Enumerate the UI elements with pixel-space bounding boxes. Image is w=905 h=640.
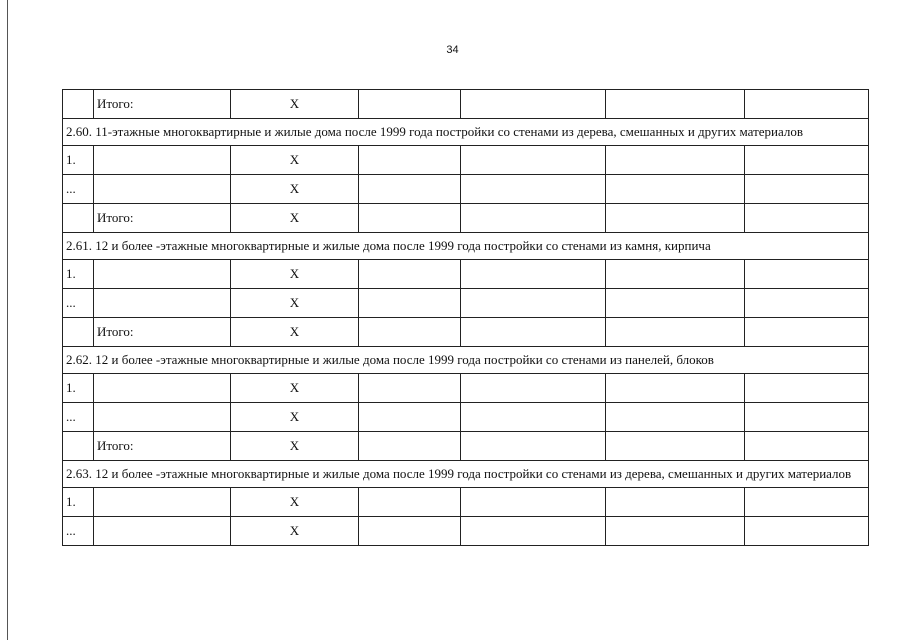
table-row [63,175,869,204]
empty-cell [745,146,869,175]
empty-cell [461,204,606,233]
row-label-cell [94,260,231,289]
empty-cell [606,318,745,347]
empty-cell [359,318,461,347]
empty-cell [359,374,461,403]
empty-cell [359,204,461,233]
empty-cell [745,374,869,403]
empty-cell [745,260,869,289]
empty-cell [359,517,461,546]
empty-cell [461,517,606,546]
table-row [63,260,869,289]
row-number-cell: 1. [63,146,94,175]
empty-cell [745,488,869,517]
empty-cell [359,90,461,119]
section-header-row [63,347,869,374]
empty-cell [461,432,606,461]
section-header-row [63,461,869,488]
row-number-cell: ... [63,175,94,204]
empty-cell [745,403,869,432]
row-number-cell: 1. [63,260,94,289]
empty-cell [606,517,745,546]
table-row [63,517,869,546]
table-row [63,488,869,517]
empty-cell [461,260,606,289]
empty-cell [461,318,606,347]
empty-cell [745,289,869,318]
table-row [63,432,869,461]
table-row [63,204,869,233]
row-number-cell [63,204,94,233]
empty-cell [606,374,745,403]
section-title: 2.62. 12 и более -этажные многоквартирные и жилые дома после 1999 года постройки со стенами из панелей, блоков [63,347,869,374]
empty-cell [461,488,606,517]
empty-cell [606,488,745,517]
row-number-cell [63,90,94,119]
row-label-cell [94,175,231,204]
row-mark-cell: X [231,289,359,318]
row-mark-cell: X [231,318,359,347]
row-number-cell: ... [63,403,94,432]
row-label-cell: Итого: [94,90,231,119]
row-mark-cell: X [231,374,359,403]
empty-cell [745,90,869,119]
empty-cell [359,403,461,432]
empty-cell [745,175,869,204]
row-label-cell [94,374,231,403]
page-number: 34 [446,44,459,56]
empty-cell [606,175,745,204]
row-mark-cell: X [231,175,359,204]
section-header-row [63,119,869,146]
row-number-cell [63,318,94,347]
empty-cell [359,432,461,461]
empty-cell [461,374,606,403]
row-label-cell [94,517,231,546]
row-number-cell: ... [63,289,94,318]
row-label-cell: Итого: [94,204,231,233]
empty-cell [745,318,869,347]
row-mark-cell: X [231,432,359,461]
row-label-cell [94,403,231,432]
data-table [62,89,869,546]
section-header-row [63,233,869,260]
empty-cell [745,432,869,461]
row-mark-cell: X [231,204,359,233]
row-label-cell [94,488,231,517]
table-row [63,374,869,403]
row-number-cell: 1. [63,374,94,403]
empty-cell [606,146,745,175]
table-body [63,90,869,546]
row-label-cell: Итого: [94,318,231,347]
row-label-cell: Итого: [94,432,231,461]
empty-cell [745,204,869,233]
row-mark-cell: X [231,146,359,175]
empty-cell [606,90,745,119]
row-label-cell [94,289,231,318]
row-mark-cell: X [231,403,359,432]
empty-cell [606,289,745,318]
row-mark-cell: X [231,517,359,546]
empty-cell [461,146,606,175]
row-number-cell: 1. [63,488,94,517]
empty-cell [606,260,745,289]
table-row-total [63,90,869,119]
table-row [63,318,869,347]
row-mark-cell: X [231,488,359,517]
empty-cell [745,517,869,546]
row-mark-cell: X [231,260,359,289]
section-title: 2.60. 11-этажные многоквартирные и жилые дома после 1999 года постройки со стенами из дерева, смешанных и других материалов [63,119,869,146]
empty-cell [461,403,606,432]
section-title: 2.63. 12 и более -этажные многоквартирные и жилые дома после 1999 года постройки со стенами из дерева, смешанных и других материалов [63,461,869,488]
empty-cell [359,260,461,289]
row-number-cell [63,432,94,461]
empty-cell [606,204,745,233]
empty-cell [461,289,606,318]
page-edge-rule [7,0,8,640]
empty-cell [359,488,461,517]
table-row [63,403,869,432]
empty-cell [359,175,461,204]
empty-cell [461,175,606,204]
empty-cell [606,432,745,461]
empty-cell [359,289,461,318]
table-row [63,146,869,175]
row-mark-cell: X [231,90,359,119]
empty-cell [461,90,606,119]
empty-cell [606,403,745,432]
section-title: 2.61. 12 и более -этажные многоквартирные и жилые дома после 1999 года постройки со стенами из камня, кирпича [63,233,869,260]
row-number-cell: ... [63,517,94,546]
table-row [63,289,869,318]
empty-cell [359,146,461,175]
row-label-cell [94,146,231,175]
